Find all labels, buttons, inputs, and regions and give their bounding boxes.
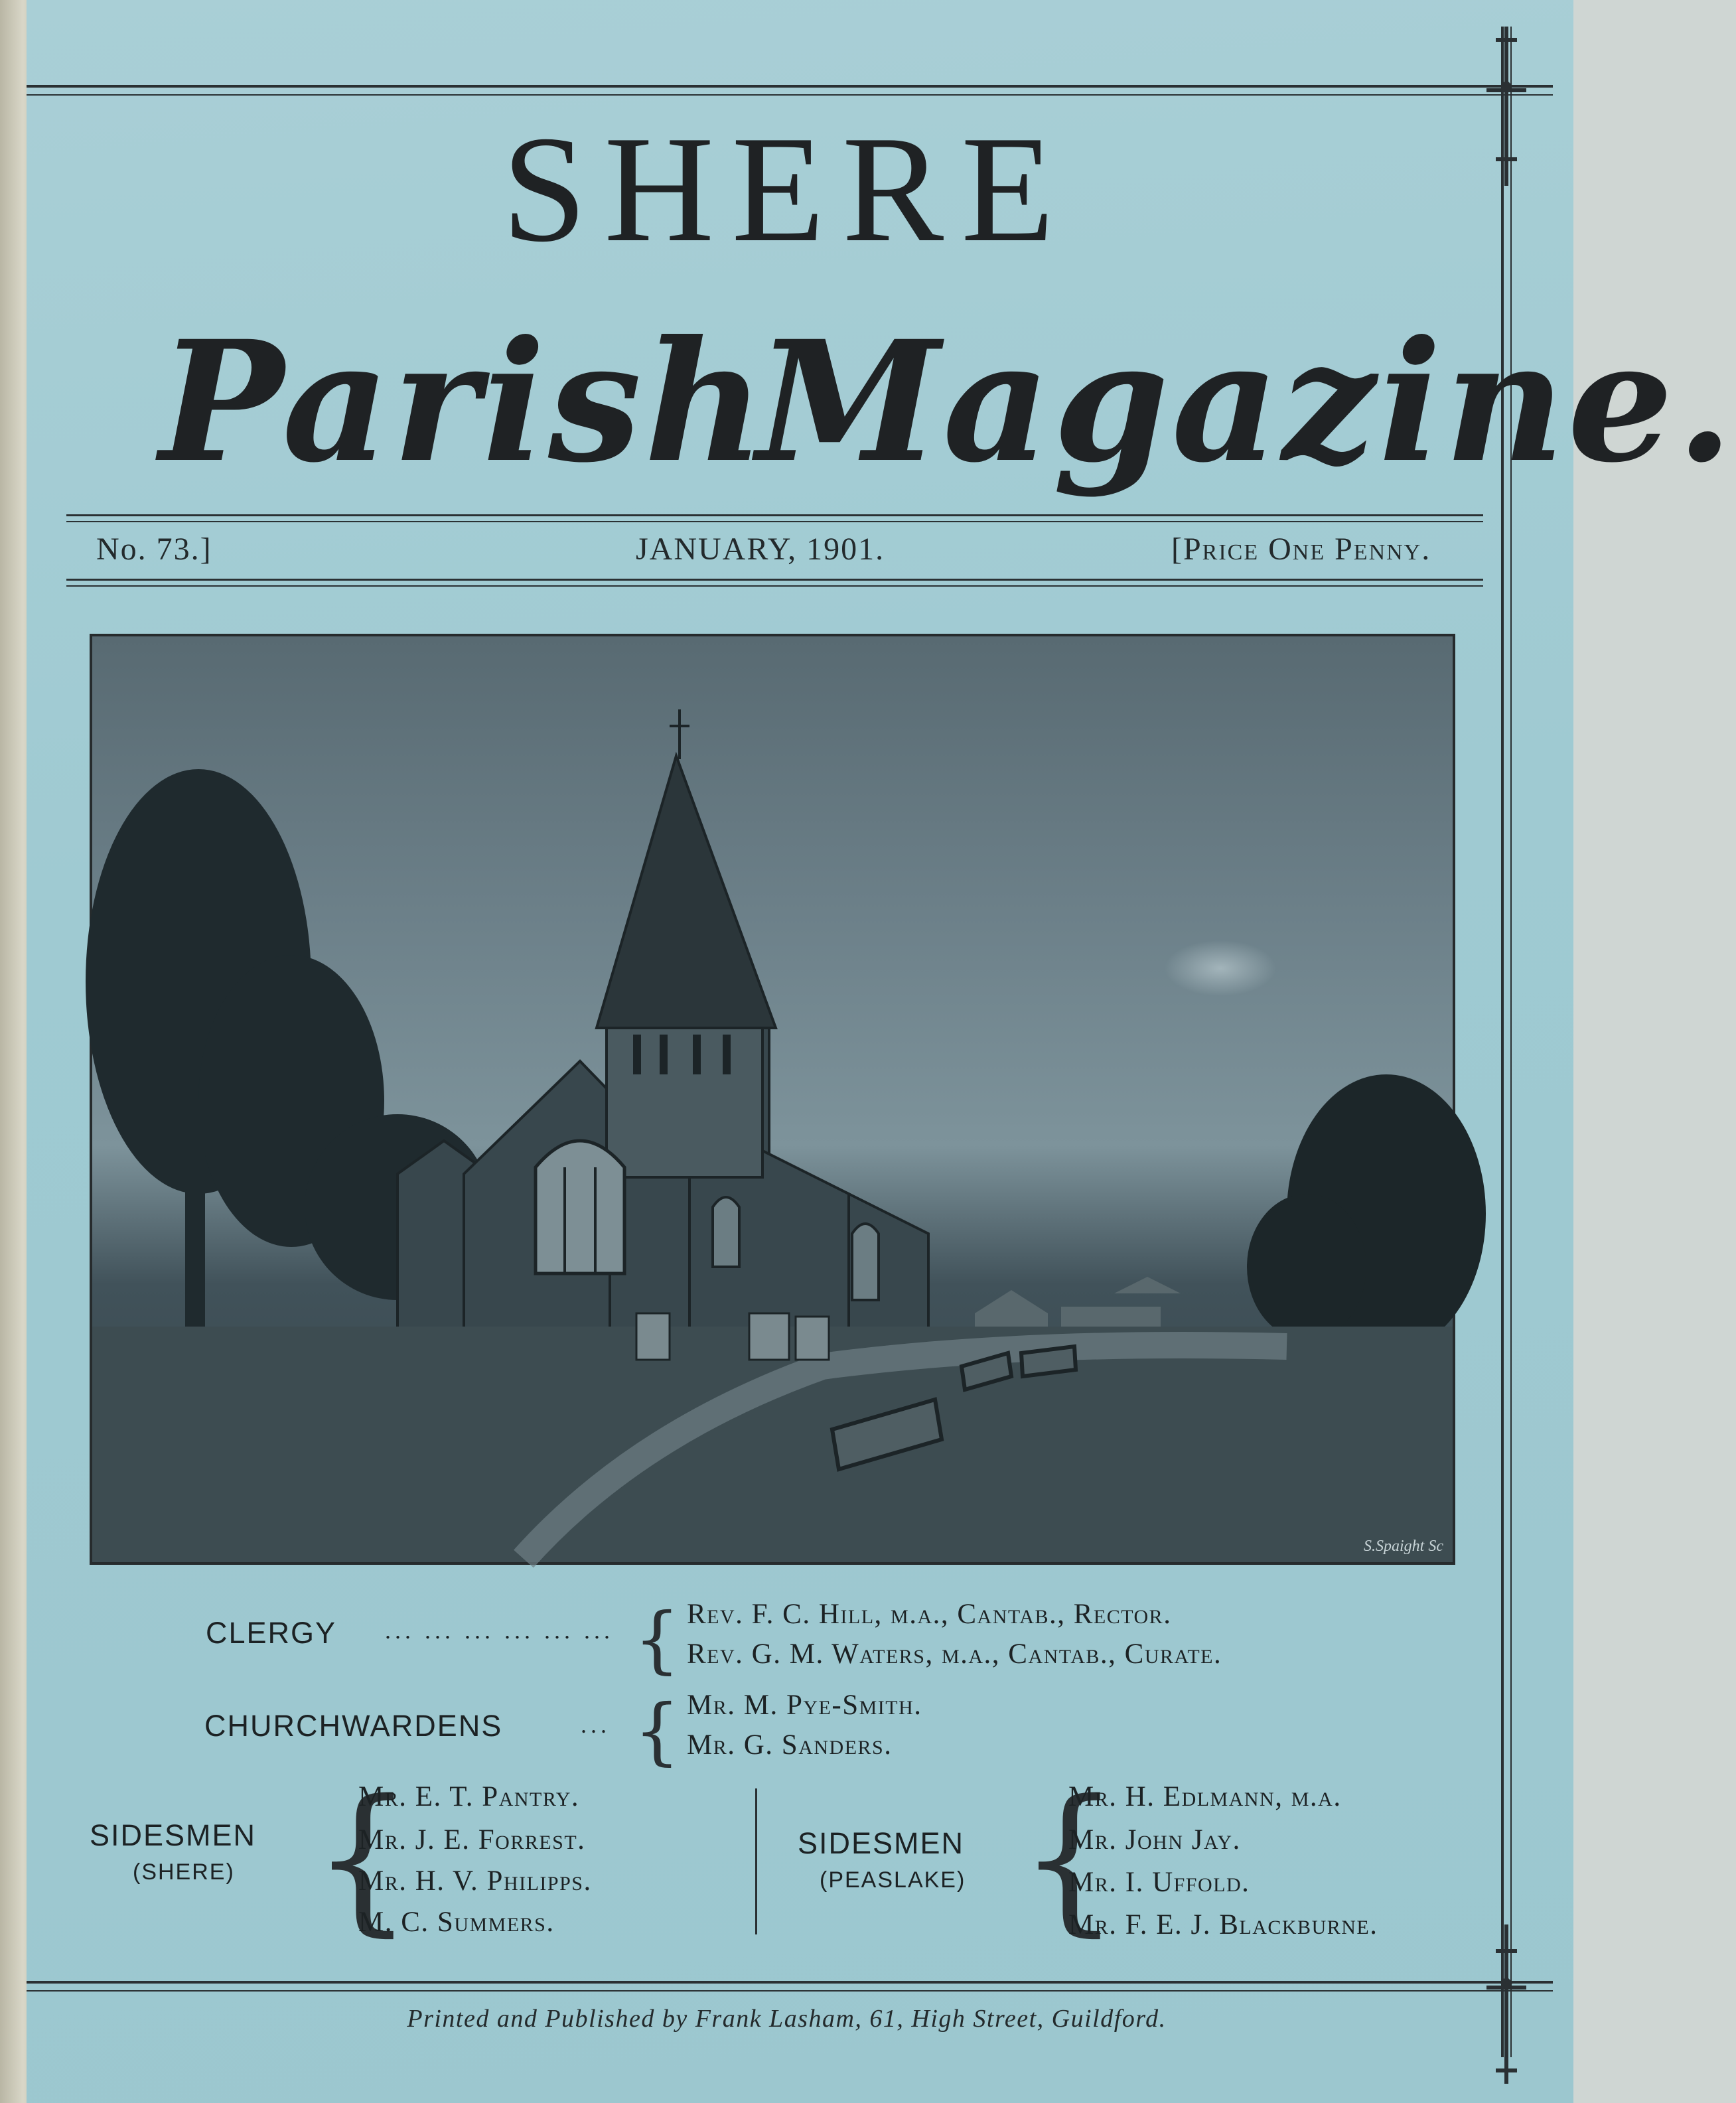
clergy-name: Rev. G. M. Waters, m.a., Cantab., Curate.	[687, 1638, 1222, 1670]
sidesmen-shere-brace: {	[312, 1765, 413, 1951]
sidesmen-peaslake-label: SIDESMEN	[798, 1826, 965, 1860]
issue-number: No. 73.]	[96, 532, 212, 567]
church-photograph	[90, 634, 1455, 1565]
frame-rule-top	[27, 85, 1553, 88]
sidesman-name: Mr. H. V. Philipps.	[358, 1865, 592, 1897]
sidesmen-shere-label: SIDESMEN	[90, 1818, 257, 1852]
masthead-shere: SHERE	[502, 104, 1072, 273]
issue-date: JANUARY, 1901.	[636, 532, 885, 567]
church-illustration	[92, 636, 1453, 1562]
sidesman-name: Mr. J. E. Forrest.	[358, 1824, 586, 1855]
masthead-word-parish: Parish	[159, 304, 768, 499]
masthead-title	[159, 279, 1736, 518]
frame-rule-bottom	[27, 1981, 1553, 1984]
frame-rule-bottom-inner	[27, 1990, 1553, 1992]
sidesman-name: Mr. E. T. Pantry.	[358, 1781, 580, 1812]
clergy-brace: {	[634, 1597, 680, 1682]
issue-rule-top	[66, 514, 1483, 516]
churchwarden-name: Mr. M. Pye-Smith.	[687, 1690, 922, 1721]
sidesmen-shere-sub: (SHERE)	[133, 1859, 235, 1885]
churchwardens-label: CHURCHWARDENS	[204, 1709, 503, 1743]
frame-rule-top-inner	[27, 94, 1553, 96]
sidesman-name: Mr. H. Edlmann, m.a.	[1068, 1781, 1342, 1812]
issue-rule-bottom-inner	[66, 585, 1483, 587]
churchwardens-dots: ...	[581, 1711, 611, 1738]
sidesman-name: Mr. F. E. J. Blackburne.	[1068, 1909, 1378, 1940]
sidesmen-peaslake-brace: {	[1019, 1765, 1120, 1951]
clergy-dots: ... ... ... ... ... ...	[385, 1617, 614, 1644]
sidesman-name: Mr. John Jay.	[1068, 1824, 1241, 1855]
churchwarden-name: Mr. G. Sanders.	[687, 1729, 893, 1761]
sidesmen-divider	[755, 1788, 757, 1934]
issue-rule-bottom	[66, 579, 1483, 581]
issue-price: [Price One Penny.	[1171, 532, 1431, 567]
engraver-signature: S.Spaight Sc	[1364, 1538, 1443, 1555]
sidesman-name: M. C. Summers.	[358, 1907, 555, 1938]
masthead-word-magazine: Magazine.	[757, 304, 1736, 499]
sidesmen-peaslake-sub: (PEASLAKE)	[820, 1867, 966, 1893]
sidesman-name: Mr. I. Uffold.	[1068, 1867, 1250, 1898]
clergy-name: Rev. F. C. Hill, m.a., Cantab., Rector.	[687, 1599, 1172, 1630]
imprint: Printed and Published by Frank Lasham, 61, High Street, Guildford.	[407, 2005, 1167, 2033]
issue-rule-top-inner	[66, 521, 1483, 522]
churchwardens-brace: {	[634, 1688, 680, 1773]
clergy-label: CLERGY	[206, 1616, 337, 1650]
